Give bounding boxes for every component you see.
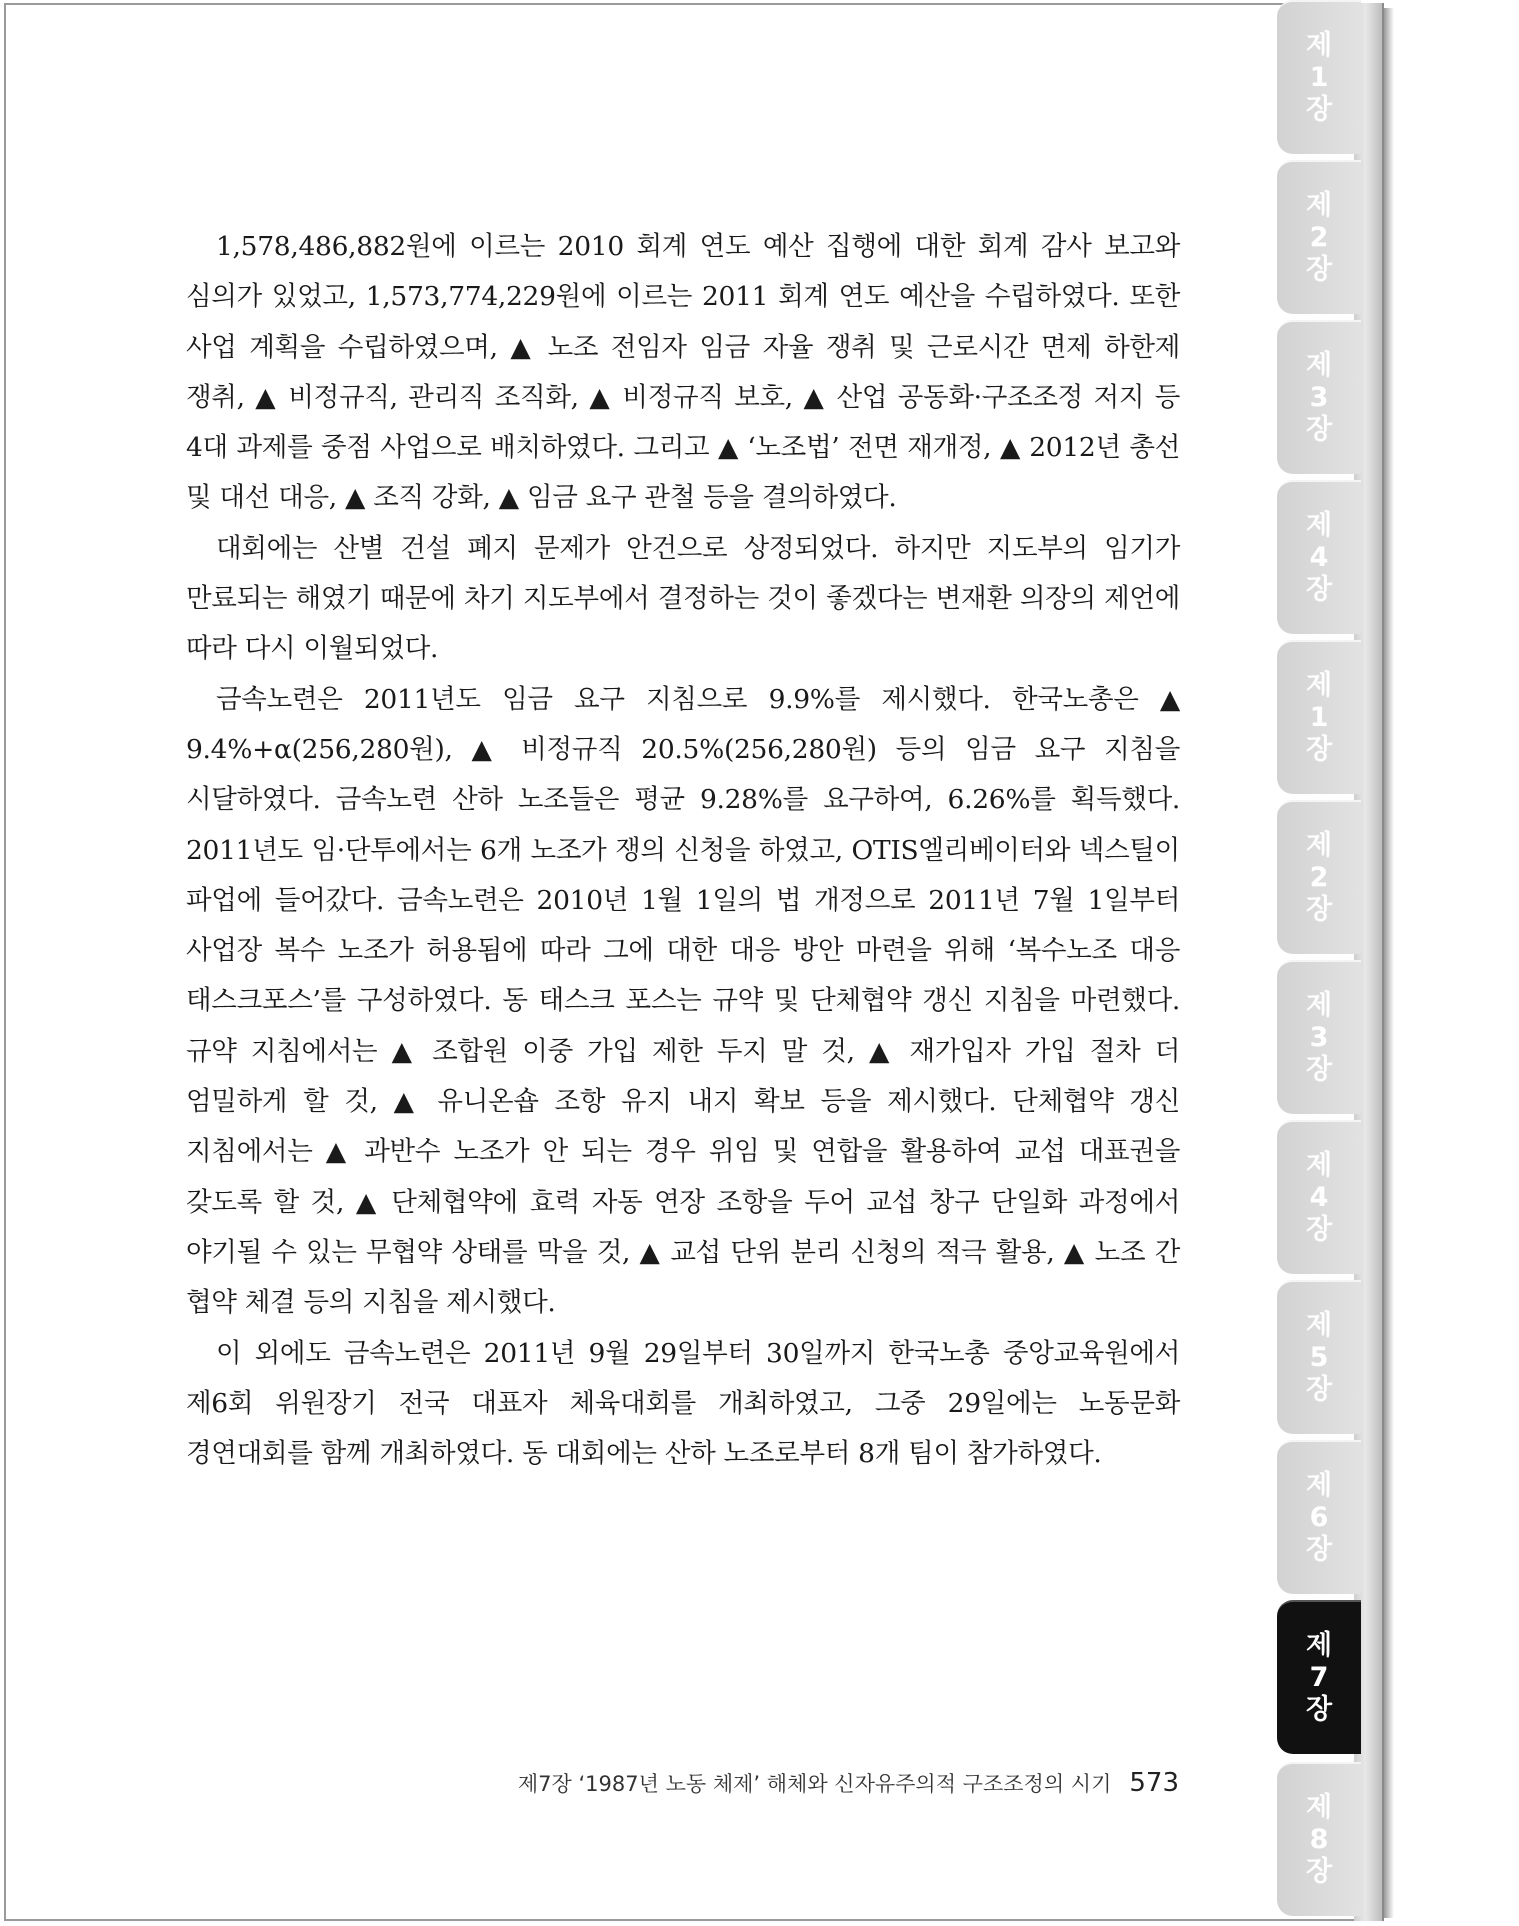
tab-label: 장	[1305, 1214, 1333, 1245]
chapter-tab-12[interactable]	[1277, 1762, 1361, 1916]
chapter-tab-6[interactable]	[1277, 800, 1361, 954]
tab-label: 제	[1305, 190, 1333, 221]
chapter-tab-4[interactable]	[1277, 480, 1361, 634]
paragraph-3: 금속노련은 2011년도 임금 요구 지침으로 9.9%를 제시했다. 한국노총은 ▲ 9.4%+α(256,280원), ▲ 비정규직 20.5%(256,280원) 등의 임금 요구 지침을 시달하였다. 금속노련 산하 노조들은 평균 9.28%를 요구하여, 6.26%를 획득했다. 2011년도 임·단투에서는 6개 노조가 쟁의 신청을 하였고, OTIS엘리베이터와 넥스틸이 파업에 들어갔다. 금속노련은 2010년 1월 1일의 법 개정으로 2011년 7월 1일부터 사업장 복수 노조가 허용됨에 따라 그에 대한 대응 방안 마련을 위해 ‘복수노조 대응 태스크포스’를 구성하였다. 동 태스크 포스는 규약 및 단체협약 갱신 지침을 마련했다. 규약 지침에서는 ▲ 조합원 이중 가입 제한 두지 말 것, ▲ 재가입자 가입 절차 더 엄밀하게 할 것, ▲ 유니온숍 조항 유지 내지 확보 등을 제시했다. 단체협약 갱신 지침에서는 ▲ 과반수 노조가 안 되는 경우 위임 및 연합을 활용하여 교섭 대표권을 갖도록 할 것, ▲ 단체협약에 효력 자동 연장 조항을 두어 교섭 창구 단일화 과정에서 야기될 수 있는 무협약 상태를 막을 것, ▲ 교섭 단위 분리 신청의 적극 활용, ▲ 노조 간 협약 체결 등의 지침을 제시했다.	[186, 683, 1180, 1319]
tab-label: 장	[1305, 1856, 1333, 1887]
running-title: 제7장 ‘1987년 노동 체제’ 해체와 신자유주의적 구조조정의 시기	[517, 1772, 1112, 1796]
tab-label: 장	[1305, 894, 1333, 925]
paragraph-1: 1,578,486,882원에 이르는 2010 회계 연도 예산 집행에 대한 회계 감사 보고와 심의가 있었고, 1,573,774,229원에 이르는 2011 회계 연도 예산을 수립하였다. 또한 사업 계획을 수립하였으며, ▲ 노조 전임자 임금 자율 쟁취 및 근로시간 면제 하한제 쟁취, ▲ 비정규직, 관리직 조직화, ▲ 비정규직 보호, ▲ 산업 공동화·구조조정 저지 등 4대 과제를 중점 사업으로 배치하였다. 그리고 ▲ ‘노조법’ 전면 재개정, ▲ 2012년 총선 및 대선 대응, ▲ 조직 강화, ▲ 임금 요구 관철 등을 결의하였다.	[186, 231, 1181, 514]
tab-label: 제	[1305, 30, 1333, 61]
chapter-tab-9[interactable]	[1277, 1280, 1361, 1434]
chapter-tab-1[interactable]	[1277, 0, 1361, 154]
paragraph-2: 대회에는 산별 건설 폐지 문제가 안건으로 상정되었다. 하지만 지도부의 임기가 만료되는 해였기 때문에 차기 지도부에서 결정하는 것이 좋겠다는 변재환 의장의 제언에 따라 다시 이월되었다.	[186, 532, 1180, 665]
chapter-tab-8[interactable]	[1277, 1120, 1361, 1274]
chapter-tab-11-active[interactable]	[1277, 1600, 1361, 1754]
page-number: 573	[1129, 1768, 1179, 1798]
tab-number: 4	[1309, 1182, 1329, 1213]
tab-number: 1	[1309, 702, 1329, 733]
chapter-tabs	[1277, 0, 1361, 1926]
tab-label: 장	[1305, 1694, 1333, 1725]
tab-label: 제	[1305, 670, 1333, 701]
tab-number: 8	[1309, 1824, 1329, 1855]
chapter-tab-5[interactable]	[1277, 640, 1361, 794]
chapter-tab-2[interactable]	[1277, 160, 1361, 314]
page-footer	[518, 1768, 1179, 1798]
tab-label: 제	[1305, 990, 1333, 1021]
tab-label: 제	[1305, 510, 1333, 541]
tab-label: 장	[1305, 414, 1333, 445]
tab-number: 3	[1309, 382, 1329, 413]
tab-label: 장	[1305, 1054, 1333, 1085]
tab-label: 장	[1305, 734, 1333, 765]
body-text	[186, 222, 1180, 1479]
chapter-tab-10[interactable]	[1277, 1440, 1361, 1594]
tab-label: 장	[1305, 574, 1333, 605]
tab-label: 제	[1305, 1630, 1333, 1661]
chapter-tab-3[interactable]	[1277, 320, 1361, 474]
page-shadow	[1384, 8, 1394, 1918]
tab-label: 장	[1305, 94, 1333, 125]
tab-number: 4	[1309, 542, 1329, 573]
tab-number: 2	[1309, 222, 1329, 253]
tab-number: 3	[1309, 1022, 1329, 1053]
tab-label: 제	[1305, 1150, 1333, 1181]
tab-label: 장	[1305, 254, 1333, 285]
tab-number: 7	[1309, 1662, 1329, 1693]
paragraph-4: 이 외에도 금속노련은 2011년 9월 29일부터 30일까지 한국노총 중앙교육원에서 제6회 위원장기 전국 대표자 체육대회를 개최하였고, 그중 29일에는 노동문화 경연대회를 함께 개최하였다. 동 대회에는 산하 노조로부터 8개 팀이 참가하였다.	[186, 1337, 1180, 1470]
tab-label: 제	[1305, 1792, 1333, 1823]
chapter-tab-7[interactable]	[1277, 960, 1361, 1114]
tab-label: 제	[1305, 1310, 1333, 1341]
tab-label: 장	[1305, 1374, 1333, 1405]
tab-number: 2	[1309, 862, 1329, 893]
tab-label: 제	[1305, 830, 1333, 861]
tab-number: 6	[1309, 1502, 1329, 1533]
tab-label: 장	[1305, 1534, 1333, 1565]
tab-number: 1	[1309, 62, 1329, 93]
tab-label: 제	[1305, 1470, 1333, 1501]
tab-number: 5	[1309, 1342, 1329, 1373]
tab-label: 제	[1305, 350, 1333, 381]
